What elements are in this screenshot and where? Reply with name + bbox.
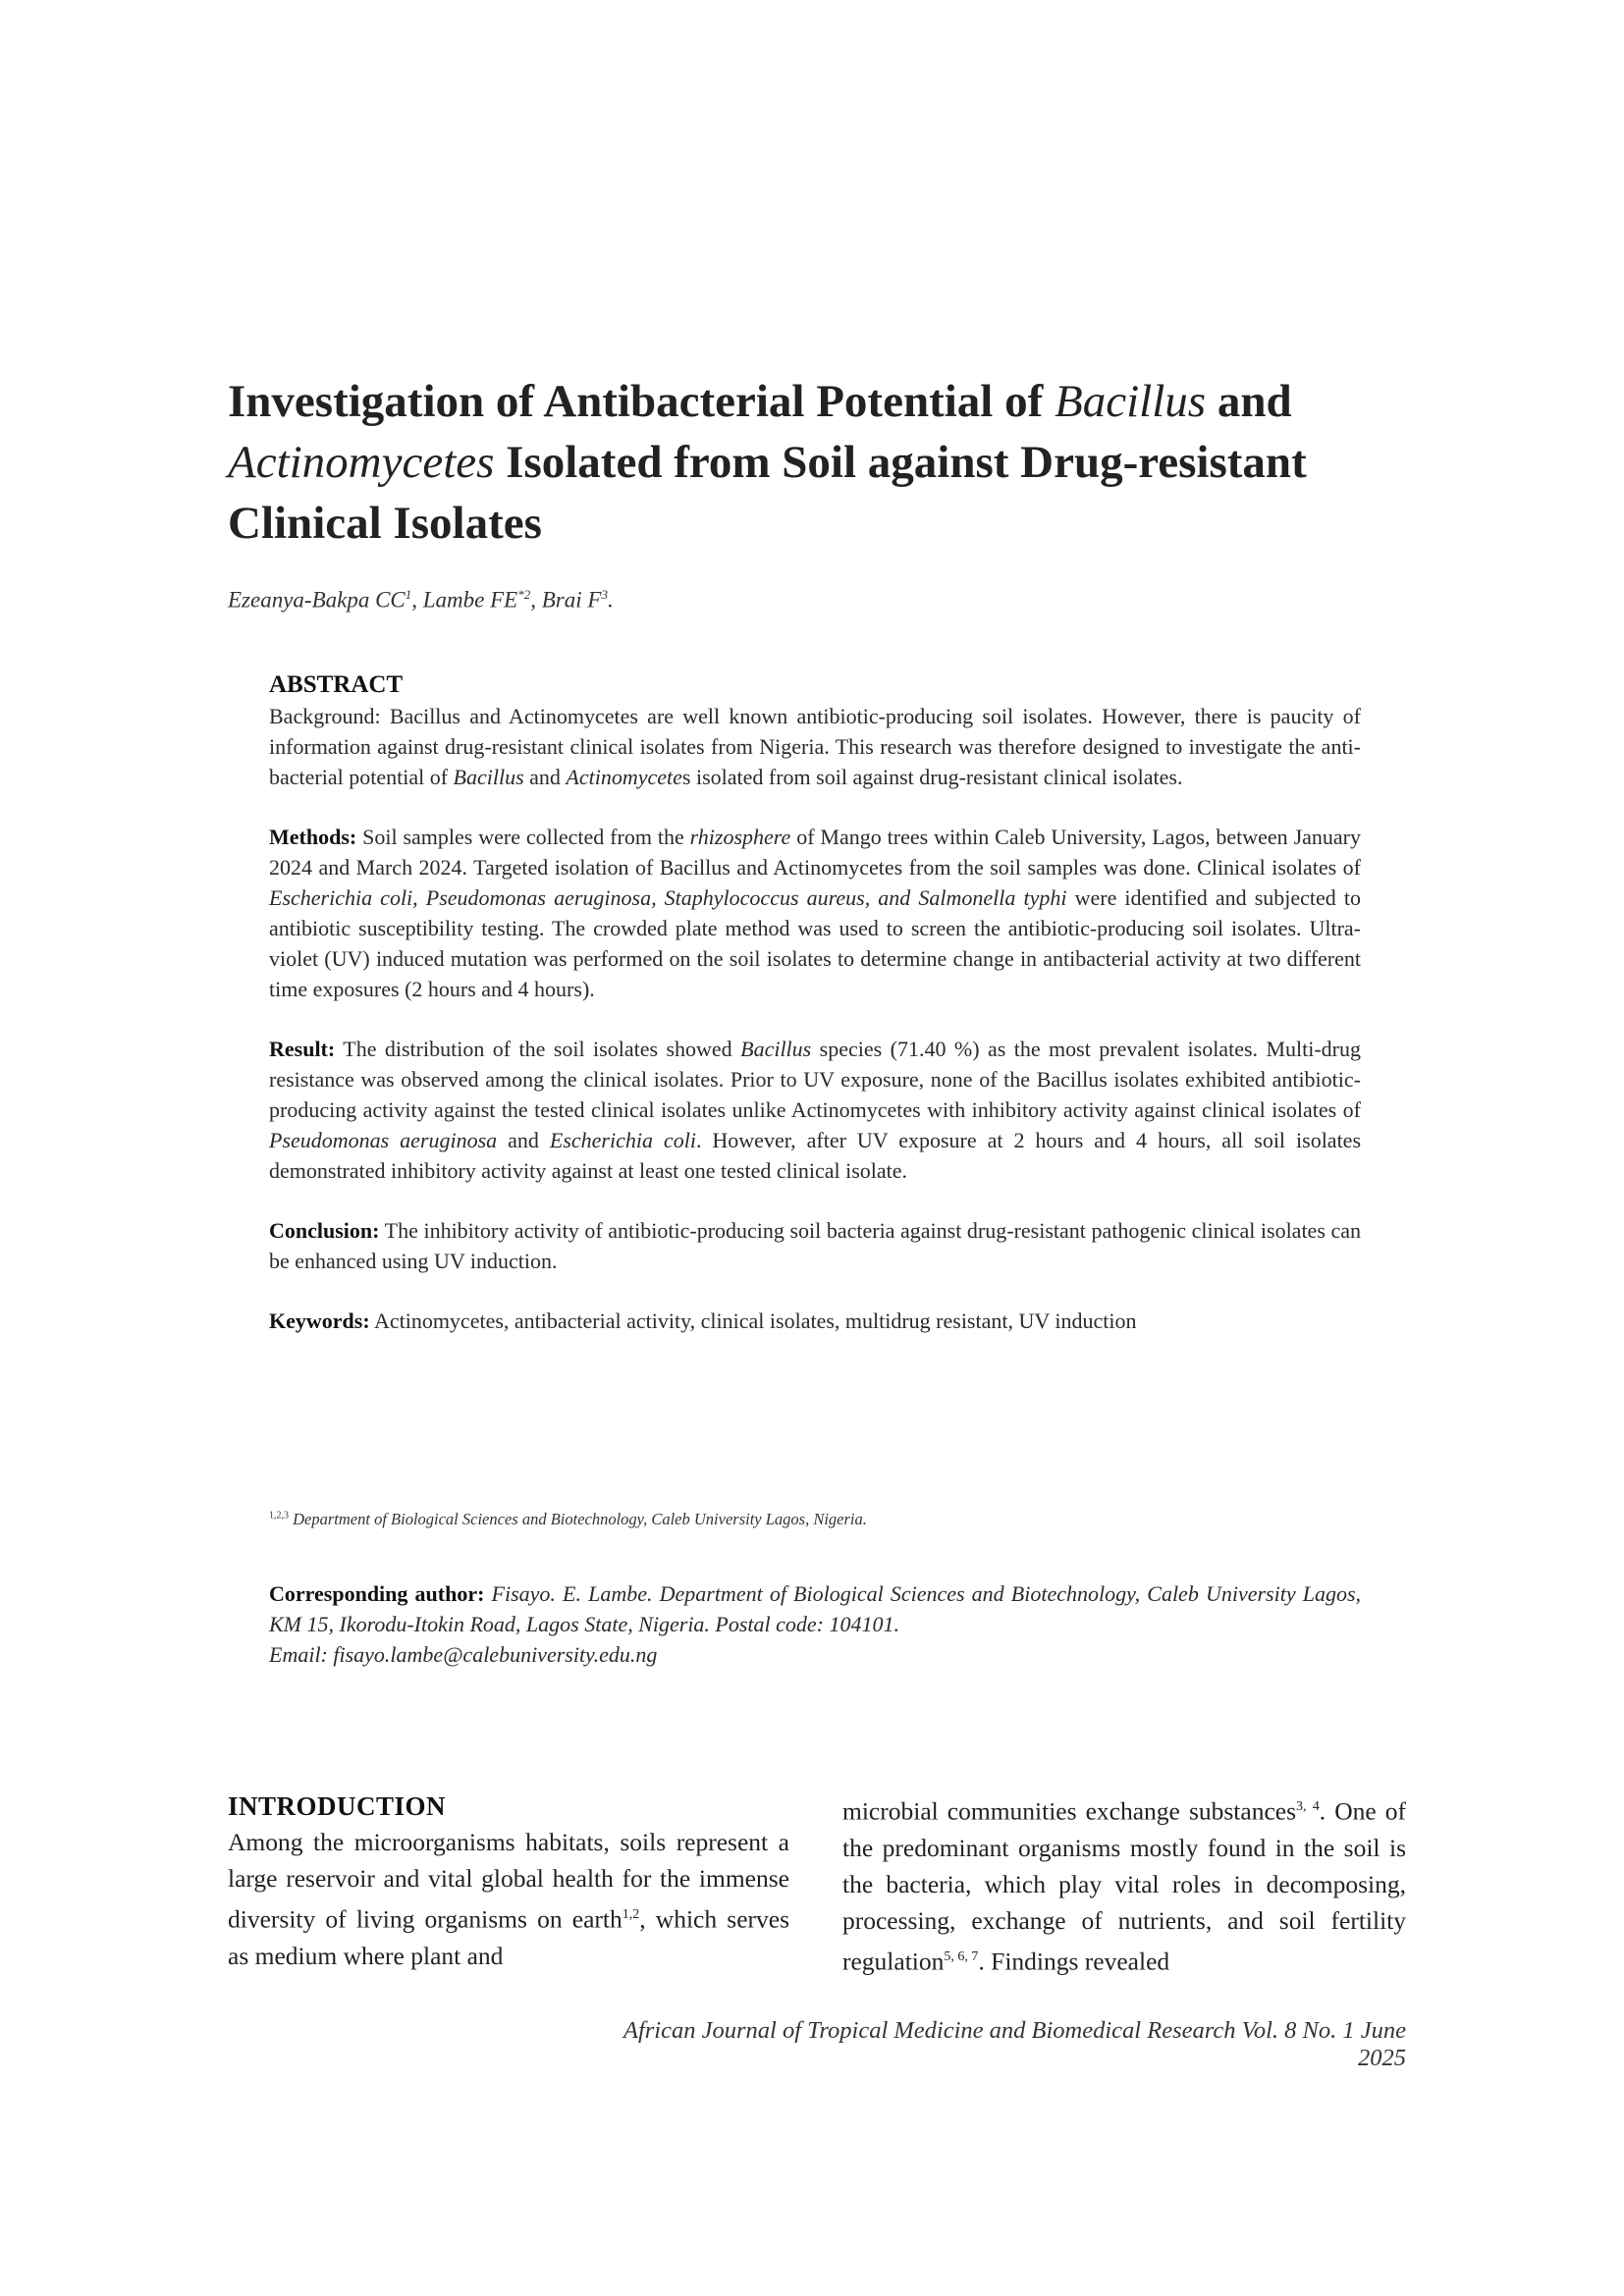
background-text: and [523,765,567,789]
background-text: Background: Bacillus and Actinomycetes are well known antibiotic-producing soil isolates. However, there is paucity of information against drug-resistant clinical isolates from Nigeria. This research was therefore designed to investigate the anti-bacterial potential of [269,704,1361,789]
abstract-conclusion [269,1215,1361,1276]
citation-marker: 3, 4 [1296,1799,1320,1814]
result-text: and [497,1128,550,1152]
result-text: species (71.40 %) as the most prevalent isolates. Multi-drug resistance was observed among the clinical isolates. Prior to UV exposure, none of the Bacillus isolates exhibited antibiotic- producing activity against the tested clinical isolates unlike Actinomycetes with inhibitory activity against clinical isolates of [269,1037,1361,1122]
abstract-background [269,701,1361,792]
methods-text: of Mango trees within Caleb University, Lagos, between January 2024 and March 2024. Targeted isolation of Bacillus and Actinomycetes from the soil samples was done. Clinical isolates of [269,825,1361,880]
author-3-affil: 3 [601,587,608,602]
abstract-result [269,1034,1361,1186]
background-italic: Actinomycete [566,765,682,789]
corresponding-author [269,1578,1361,1670]
author-separator: , [530,587,542,613]
background-italic: Bacillus [453,765,524,789]
result-italic: Bacillus [740,1037,812,1061]
result-italic: Escherichia coli [549,1128,696,1152]
affiliation-text: Department of Biological Sciences and Biotechnology, Caleb University Lagos, Nigeria. [289,1510,867,1528]
abstract-methods [269,822,1361,1004]
author-1: Ezeanya-Bakpa CC [228,587,406,613]
title-text-2: and [1206,376,1292,427]
author-2-affil: *2 [517,587,531,602]
corresponding-email[interactable]: Email: fisayo.lambe@calebuniversity.edu.ng [269,1642,658,1667]
background-text: s isolated from soil against drug-resistant clinical isolates. [681,765,1183,789]
result-label: Result: [269,1037,336,1061]
keywords-label: Keywords: [269,1308,370,1333]
result-text: The distribution of the soil isolates showed [335,1037,741,1061]
title-text-4: Clinical Isolates [228,498,542,549]
methods-text: were identified and subjected to antibiotic susceptibility testing. The crowded plate method was used to screen the antibiotic-producing soil isolates. Ultra-violet (UV) induced mutation was performed on the soil isolates to determine change in antibacterial activity at two different time exposures (2 hours and 4 hours). [269,885,1361,1001]
intro-text: microbial communities exchange substances [842,1796,1297,1826]
introduction-heading: INTRODUCTION [228,1791,447,1821]
methods-label: Methods: [269,825,357,849]
keywords-text: Actinomycetes, antibacterial activity, clinical isolates, multidrug resistant, UV induction [369,1308,1137,1333]
conclusion-text: The inhibitory activity of antibiotic-producing soil bacteria against drug-resistant pathogenic clinical isolates can be enhanced using UV induction. [269,1218,1361,1273]
intro-paragraph-left [228,1824,789,1974]
result-text: . However, after UV exposure at 2 hours and 4 hours, all soil isolates demonstrated inhibitory activity against at least one tested clinical isolate. [269,1128,1362,1183]
intro-text: . Findings revealed [978,1947,1170,1975]
author-3: Brai F [541,587,602,613]
title-genus-bacillus: Bacillus [1055,376,1207,427]
citation-marker: 1,2 [622,1907,640,1922]
conclusion-label: Conclusion: [269,1218,380,1243]
intro-text: Among the microorganisms habitats, soils represent a large reservoir and vital global health for the immense diversity of living organisms on earth [228,1828,789,1934]
methods-italic: Escherichia coli, Pseudomonas aeruginosa, Staphylococcus aureus, and Salmonella typhi [269,885,1067,910]
corresponding-label: Corresponding author: [269,1581,485,1606]
title-genus-actinomycetes: Actinomycetes [228,437,495,488]
methods-italic: rhizosphere [689,825,791,849]
author-list-end: . [607,587,614,613]
intro-text: . One of the predominant organisms mostly found in the soil is the bacteria, which play vital roles in decomposing, processing, exchange of nutrients, and soil fertility regulation [842,1796,1406,1975]
author-list [228,587,614,614]
result-italic: Pseudomonas aeruginosa [269,1128,498,1152]
citation-marker: 5, 6, 7 [944,1949,979,1964]
abstract-section [269,669,1361,1365]
affiliation [269,1510,867,1529]
affiliation-marks: 1,2,3 [269,1510,289,1522]
abstract-keywords [269,1306,1361,1336]
intro-right-column [842,1789,1406,1979]
title-text-1: Investigation of Antibacterial Potential of [228,376,1056,427]
intro-left-column [228,1789,789,1974]
abstract-heading: ABSTRACT [269,671,404,698]
paper-title [228,371,1426,554]
journal-footer: African Journal of Tropical Medicine and Biomedical Research Vol. 8 No. 1 June 2025 [623,2017,1406,2071]
corresponding-address: Fisayo. E. Lambe. Department of Biological Sciences and Biotechnology, Caleb University Lagos, KM 15, Ikorodu-Itokin Road, Lagos State, Nigeria. Postal code: 104101. [269,1581,1361,1636]
intro-text: , which serves as medium where plant and [228,1904,789,1970]
title-text-3: Isolated from Soil against Drug-resistant [494,437,1307,488]
author-1-affil: 1 [405,587,412,602]
author-2: Lambe FE [422,587,518,613]
author-separator: , [411,587,423,613]
methods-text: Soil samples were collected from the [356,825,690,849]
intro-paragraph-right [842,1789,1406,1979]
